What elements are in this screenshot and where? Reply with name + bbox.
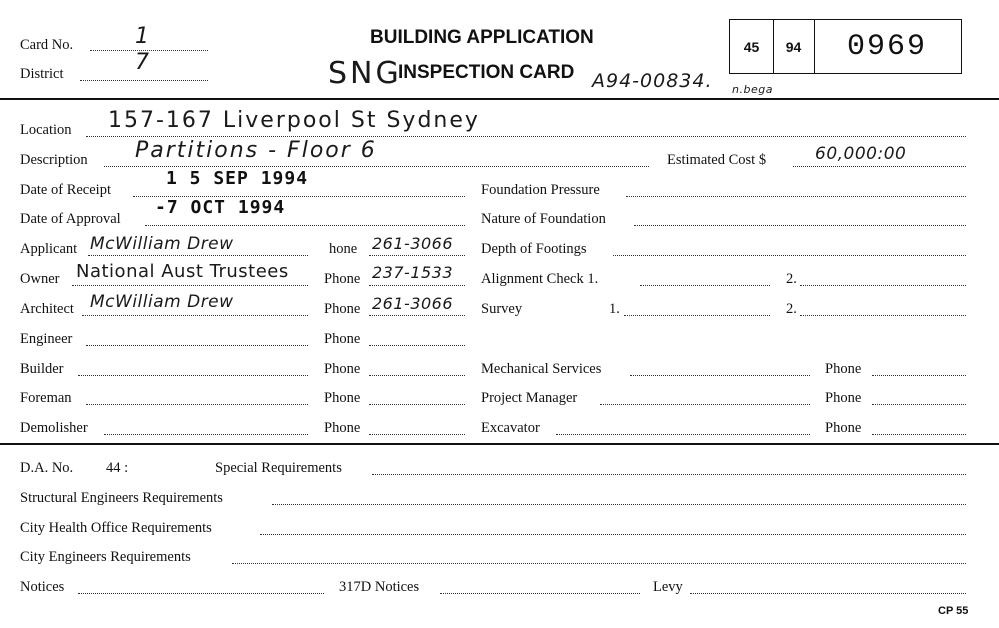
applicant-value: McWilliam Drew xyxy=(90,234,234,254)
owner-phone-label: Phone xyxy=(324,271,361,287)
applicant-dotted-line xyxy=(88,255,308,256)
da-no-label: D.A. No. xyxy=(20,460,74,476)
date-receipt-label: Date of Receipt xyxy=(20,182,111,198)
foreman-label: Foreman xyxy=(20,390,72,406)
application-ref-note: n.bega xyxy=(732,83,773,96)
handwritten-code: SNG xyxy=(328,56,402,91)
box-cell-1: 45 xyxy=(730,20,774,73)
survey-1-dotted-line xyxy=(624,315,770,316)
demolisher-dotted-line xyxy=(104,434,308,435)
date-approval-label: Date of Approval xyxy=(20,211,121,227)
excavator-phone-label: Phone xyxy=(825,420,862,436)
nature-foundation-dotted-line xyxy=(634,225,966,226)
foreman-phone-label: Phone xyxy=(324,390,361,406)
structural-engineers-label: Structural Engineers Requirements xyxy=(20,490,223,506)
box-cell-2: 94 xyxy=(773,20,815,73)
architect-value: McWilliam Drew xyxy=(90,292,234,312)
card-no-label: Card No. xyxy=(20,37,74,53)
alignment-check-2-dotted-line xyxy=(800,285,966,286)
special-requirements-label: Special Requirements xyxy=(215,460,342,476)
form-code: CP 55 xyxy=(938,605,969,617)
district-value: 7 xyxy=(135,50,150,75)
description-value: Partitions - Floor 6 xyxy=(135,138,377,163)
alignment-check-1-dotted-line xyxy=(640,285,770,286)
owner-value: National Aust Trustees xyxy=(76,261,289,282)
card-title-line2: INSPECTION CARD xyxy=(398,62,575,83)
mechanical-phone-dotted-line xyxy=(872,375,966,376)
alignment-check-2-label: 2. xyxy=(786,271,797,287)
card-no-value: 1 xyxy=(135,24,150,49)
survey-1-label: 1. xyxy=(609,301,620,317)
builder-phone-label: Phone xyxy=(324,361,361,377)
architect-label: Architect xyxy=(20,301,74,317)
demolisher-phone-label: Phone xyxy=(324,420,361,436)
date-approval-stamp: -7 OCT 1994 xyxy=(155,197,286,218)
project-manager-phone-dotted-line xyxy=(872,404,966,405)
header-divider xyxy=(0,98,999,100)
mechanical-services-label: Mechanical Services xyxy=(481,361,602,377)
project-manager-dotted-line xyxy=(600,404,810,405)
builder-phone-dotted-line xyxy=(369,375,465,376)
location-value: 157-167 Liverpool St Sydney xyxy=(108,108,480,133)
applicant-phone-value: 261-3066 xyxy=(372,234,454,253)
location-label: Location xyxy=(20,122,72,138)
engineer-dotted-line xyxy=(86,345,308,346)
architect-phone-dotted-line xyxy=(369,315,465,316)
project-manager-phone-label: Phone xyxy=(825,390,862,406)
notices-label: Notices xyxy=(20,579,65,595)
city-engineers-label: City Engineers Requirements xyxy=(20,549,191,565)
architect-dotted-line xyxy=(82,315,308,316)
foreman-phone-dotted-line xyxy=(369,404,465,405)
survey-label: Survey xyxy=(481,301,523,317)
mechanical-services-dotted-line xyxy=(630,375,810,376)
description-dotted-line xyxy=(104,166,649,167)
city-health-dotted-line xyxy=(260,534,966,535)
date-receipt-stamp: 1 5 SEP 1994 xyxy=(166,168,309,189)
excavator-dotted-line xyxy=(556,434,810,435)
city-engineers-dotted-line xyxy=(232,563,966,564)
foundation-pressure-dotted-line xyxy=(626,196,966,197)
da-no-value: 44 : xyxy=(106,460,129,476)
engineer-phone-label: Phone xyxy=(324,331,361,347)
excavator-phone-dotted-line xyxy=(872,434,966,435)
district-label: District xyxy=(20,66,64,82)
application-ref: A94-00834. xyxy=(592,70,713,92)
owner-phone-dotted-line xyxy=(369,285,465,286)
levy-dotted-line xyxy=(690,593,966,594)
nature-foundation-label: Nature of Foundation xyxy=(481,211,606,227)
engineer-label: Engineer xyxy=(20,331,73,347)
survey-2-dotted-line xyxy=(800,315,966,316)
notices-dotted-line xyxy=(78,593,324,594)
location-dotted-line xyxy=(86,136,966,137)
depth-footings-dotted-line xyxy=(613,255,966,256)
depth-footings-label: Depth of Footings xyxy=(481,241,587,257)
owner-dotted-line xyxy=(72,285,308,286)
special-requirements-dotted-line xyxy=(372,474,966,475)
structural-engineers-dotted-line xyxy=(272,504,966,505)
excavator-label: Excavator xyxy=(481,420,540,436)
district-dotted-line xyxy=(80,80,208,81)
card-title-line1: BUILDING APPLICATION xyxy=(370,27,594,48)
city-health-label: City Health Office Requirements xyxy=(20,520,212,536)
alignment-check-label: Alignment Check 1. xyxy=(481,271,599,287)
box-number: 0969 xyxy=(846,29,927,64)
engineer-phone-dotted-line xyxy=(369,345,465,346)
date-approval-dotted-line xyxy=(145,225,465,226)
project-manager-label: Project Manager xyxy=(481,390,578,406)
card-number-box xyxy=(729,19,962,74)
owner-label: Owner xyxy=(20,271,60,287)
levy-label: Levy xyxy=(653,579,683,595)
section-divider xyxy=(0,443,999,445)
estimated-cost-value: 60,000:00 xyxy=(815,144,907,164)
applicant-label: Applicant xyxy=(20,241,78,257)
notices-317d-dotted-line xyxy=(440,593,640,594)
demolisher-label: Demolisher xyxy=(20,420,88,436)
foreman-dotted-line xyxy=(86,404,308,405)
foundation-pressure-label: Foundation Pressure xyxy=(481,182,600,198)
notices-317d-label: 317D Notices xyxy=(339,579,420,595)
owner-phone-value: 237-1533 xyxy=(372,263,454,282)
mechanical-phone-label: Phone xyxy=(825,361,862,377)
estimated-cost-dotted-line xyxy=(793,166,966,167)
survey-2-label: 2. xyxy=(786,301,797,317)
demolisher-phone-dotted-line xyxy=(369,434,465,435)
description-label: Description xyxy=(20,152,88,168)
architect-phone-label: Phone xyxy=(324,301,361,317)
applicant-phone-dotted-line xyxy=(369,255,465,256)
estimated-cost-label: Estimated Cost $ xyxy=(667,152,767,168)
builder-dotted-line xyxy=(78,375,308,376)
builder-label: Builder xyxy=(20,361,64,377)
architect-phone-value: 261-3066 xyxy=(372,294,454,313)
applicant-phone-label: hone xyxy=(329,241,358,257)
